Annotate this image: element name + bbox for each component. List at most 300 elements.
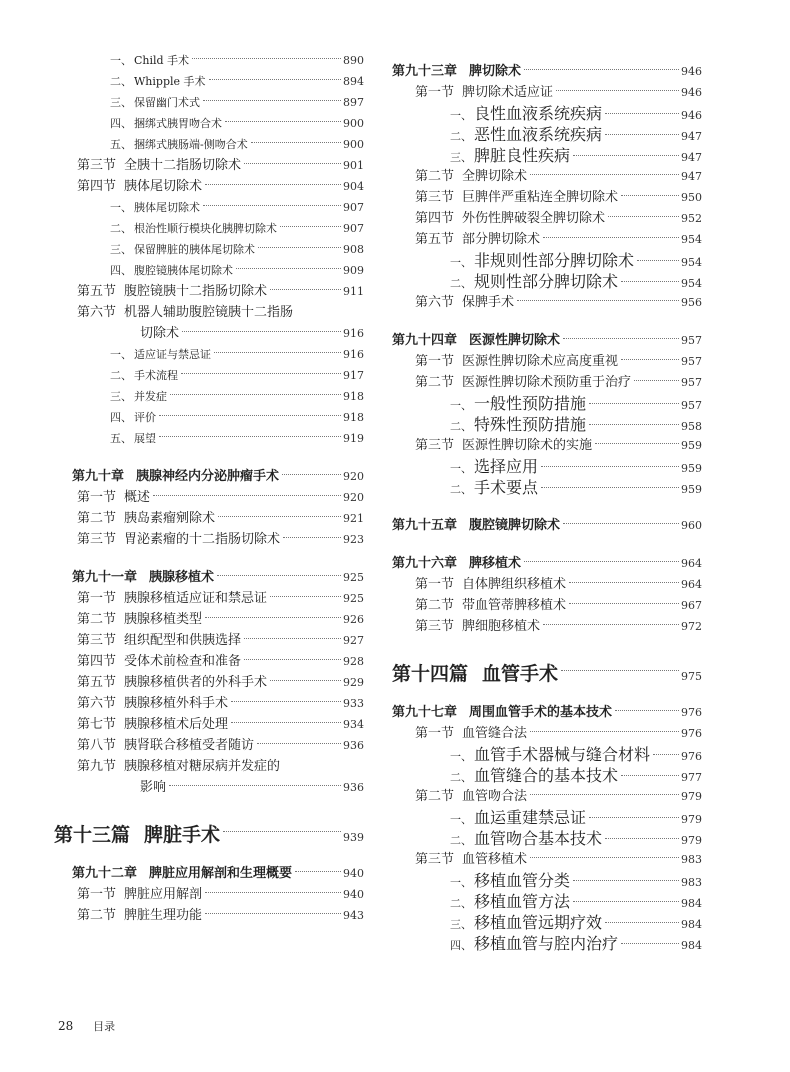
toc-entry-title: 周围血管手术的基本技术 — [469, 705, 613, 720]
toc-leader-dots — [621, 281, 679, 282]
toc-entry-cont[interactable] — [54, 777, 364, 798]
toc-entry-chap[interactable] — [54, 466, 364, 487]
toc-entry-sub[interactable] — [54, 365, 364, 386]
toc-leader-dots — [605, 922, 679, 923]
toc-entry-sub2[interactable] — [392, 933, 702, 954]
toc-entry-page: 900 — [343, 138, 364, 151]
toc-entry-sub2[interactable] — [392, 828, 702, 849]
toc-entry-sec[interactable] — [392, 786, 702, 807]
toc-entry-page: 939 — [343, 831, 364, 844]
toc-leader-dots — [524, 561, 679, 562]
toc-entry-sub[interactable] — [54, 92, 364, 113]
toc-leader-dots — [573, 901, 679, 902]
toc-entry-sec[interactable] — [392, 372, 702, 393]
spacer — [54, 798, 364, 804]
toc-entry-number: 第十四篇 — [392, 663, 469, 685]
toc-leader-dots — [524, 69, 679, 70]
toc-entry-title: 胰岛素瘤剜除术 — [124, 511, 216, 526]
toc-entry-sub2[interactable] — [392, 765, 702, 786]
toc-entry-title: 选择应用 — [474, 457, 539, 476]
toc-entry-title: 规则性部分脾切除术 — [474, 272, 619, 291]
toc-entry-chap[interactable] — [54, 567, 364, 588]
toc-entry-sub2[interactable] — [392, 477, 702, 498]
toc-entry-page: 956 — [681, 296, 702, 309]
toc-entry-title: 良性血液系统疾病 — [474, 104, 603, 123]
toc-entry-page: 967 — [681, 599, 702, 612]
toc-entry-sec[interactable] — [54, 176, 364, 197]
toc-entry-number: 一、 — [110, 348, 132, 361]
toc-entry-title: 胰腺移植术 — [149, 570, 215, 585]
toc-entry-sec[interactable] — [54, 651, 364, 672]
toc-entry-title: 切除术 — [140, 326, 180, 341]
toc-leader-dots — [589, 817, 679, 818]
toc-leader-dots — [589, 403, 679, 404]
toc-entry-page: 897 — [343, 96, 364, 109]
toc-entry-page: 900 — [343, 117, 364, 130]
toc-entry-sub2[interactable] — [392, 124, 702, 145]
toc-entry-number: 二、 — [450, 771, 472, 784]
toc-entry-number: 四、 — [450, 939, 472, 952]
toc-entry-number: 四、 — [110, 264, 132, 277]
toc-leader-dots — [283, 537, 341, 538]
toc-entry-sec[interactable] — [54, 302, 364, 323]
toc-entry-page: 979 — [681, 813, 702, 826]
toc-entry-number: 第九十三章 — [392, 64, 458, 79]
toc-leader-dots — [159, 415, 341, 416]
toc-entry-page: 926 — [343, 613, 364, 626]
toc-entry-number: 第十三篇 — [54, 824, 131, 846]
toc-entry-page: 917 — [343, 369, 364, 382]
toc-entry-sub2[interactable] — [392, 912, 702, 933]
toc-entry-sec[interactable] — [54, 155, 364, 176]
toc-entry-page: 940 — [343, 867, 364, 880]
toc-entry-title: 胰体尾切除术 — [134, 201, 200, 214]
toc-entry-title: 脾脏应用解剖和生理概要 — [149, 866, 293, 881]
toc-entry-number: 第三节 — [414, 619, 454, 634]
toc-entry-page: 923 — [343, 533, 364, 546]
toc-leader-dots — [573, 880, 679, 881]
toc-entry-title: 胰腺移植供者的外科手术 — [124, 675, 268, 690]
toc-entry-number: 四、 — [110, 117, 132, 130]
toc-leader-dots — [270, 596, 341, 597]
toc-leader-dots — [169, 785, 341, 786]
toc-entry-sec[interactable] — [392, 574, 702, 595]
toc-entry-sec[interactable] — [54, 714, 364, 735]
toc-entry-page: 936 — [343, 739, 364, 752]
toc-entry-page: 959 — [681, 462, 702, 475]
toc-entry-sec[interactable] — [392, 229, 702, 250]
toc-entry-number: 一、 — [450, 462, 472, 475]
toc-entry-title: 移植血管远期疗效 — [474, 913, 603, 932]
toc-entry-number: 一、 — [450, 876, 472, 889]
toc-entry-title: 自体脾组织移植术 — [462, 577, 567, 592]
toc-leader-dots — [634, 380, 679, 381]
toc-entry-sec[interactable] — [54, 487, 364, 508]
toc-entry-sec[interactable] — [54, 884, 364, 905]
toc-entry-title: 医源性脾切除术应高度重视 — [462, 354, 619, 369]
toc-entry-sec[interactable] — [54, 281, 364, 302]
toc-leader-dots — [270, 289, 341, 290]
spacer — [392, 637, 702, 643]
toc-entry-title: 适应证与禁忌证 — [134, 348, 211, 361]
toc-entry-number: 三、 — [450, 151, 472, 164]
toc-entry-sub[interactable] — [54, 407, 364, 428]
toc-leader-dots — [541, 487, 679, 488]
toc-entry-page: 890 — [343, 54, 364, 67]
toc-entry-page: 975 — [681, 670, 702, 683]
toc-entry-number: 第三节 — [414, 852, 454, 867]
toc-entry-sub[interactable] — [54, 50, 364, 71]
toc-entry-page: 911 — [343, 285, 364, 298]
toc-leader-dots — [589, 424, 679, 425]
toc-entry-title: 血管吻合法 — [462, 789, 528, 804]
toc-entry-number: 第三节 — [76, 532, 116, 547]
toc-entry-title: 脾脏应用解剖 — [124, 887, 203, 902]
toc-entry-page: 946 — [681, 86, 702, 99]
toc-entry-page: 954 — [681, 233, 702, 246]
toc-entry-sub2[interactable] — [392, 103, 702, 124]
toc-entry-sec[interactable] — [392, 351, 702, 372]
toc-entry-sec[interactable] — [392, 187, 702, 208]
toc-entry-number: 一、 — [450, 813, 472, 826]
toc-leader-dots — [295, 871, 341, 872]
toc-entry-number: 第九节 — [76, 759, 116, 774]
toc-leader-dots — [563, 523, 679, 524]
toc-entry-title: 血管吻合基本技术 — [474, 829, 603, 848]
spacer — [54, 550, 364, 556]
toc-leader-dots — [270, 680, 341, 681]
toc-leader-dots — [181, 373, 341, 374]
toc-entry-number: 第四节 — [76, 179, 116, 194]
toc-entry-title: Child 手术 — [134, 54, 190, 67]
spacer — [392, 313, 702, 319]
toc-leader-dots — [530, 794, 679, 795]
toc-entry-sub2[interactable] — [392, 414, 702, 435]
toc-entry-title: 保留脾脏的胰体尾切除术 — [134, 243, 255, 256]
toc-entry-sub2[interactable] — [392, 145, 702, 166]
toc-entry-title: 带血管蒂脾移植术 — [462, 598, 567, 613]
toc-entry-number: 二、 — [450, 420, 472, 433]
toc-entry-page: 976 — [681, 706, 702, 719]
toc-entry-sub[interactable] — [54, 71, 364, 92]
toc-entry-sub2[interactable] — [392, 807, 702, 828]
toc-entry-title: 腹腔镜脾切除术 — [469, 518, 561, 533]
toc-entry-sub2[interactable] — [392, 250, 702, 271]
toc-entry-number: 第一节 — [76, 591, 116, 606]
toc-leader-dots — [595, 443, 679, 444]
toc-entry-number: 一、 — [110, 54, 132, 67]
toc-entry-page: 907 — [343, 222, 364, 235]
toc-leader-dots — [231, 722, 341, 723]
toc-entry-number: 五、 — [110, 432, 132, 445]
toc-entry-chap[interactable] — [392, 61, 702, 82]
toc-entry-cont[interactable] — [54, 323, 364, 344]
toc-entry-page: 916 — [343, 327, 364, 340]
toc-entry-sec[interactable] — [392, 166, 702, 187]
toc-entry-sec[interactable] — [54, 735, 364, 756]
toc-leader-dots — [543, 237, 679, 238]
spacer — [54, 449, 364, 455]
toc-leader-dots — [615, 710, 679, 711]
toc-entry-sec[interactable] — [392, 595, 702, 616]
toc-entry-sec[interactable] — [392, 435, 702, 456]
toc-entry-sub[interactable] — [54, 239, 364, 260]
toc-leader-dots — [530, 174, 679, 175]
toc-entry-page: 950 — [681, 191, 702, 204]
toc-entry-sec[interactable] — [392, 208, 702, 229]
toc-entry-sub2[interactable] — [392, 271, 702, 292]
toc-entry-title: 手术流程 — [134, 369, 178, 382]
toc-entry-title: 并发症 — [134, 390, 167, 403]
toc-leader-dots — [192, 58, 341, 59]
toc-entry-sec[interactable] — [54, 609, 364, 630]
toc-leader-dots — [258, 247, 341, 248]
toc-entry-number: 四、 — [110, 411, 132, 424]
toc-entry-title: 脾脏生理功能 — [124, 908, 203, 923]
toc-entry-number: 二、 — [110, 222, 132, 235]
toc-leader-dots — [621, 359, 679, 360]
toc-entry-title: 一般性预防措施 — [474, 394, 587, 413]
toc-leader-dots — [231, 701, 341, 702]
toc-entry-number: 第六节 — [414, 295, 454, 310]
toc-entry-sec[interactable] — [54, 693, 364, 714]
page-footer — [58, 1018, 131, 1034]
toc-entry-page: 946 — [681, 65, 702, 78]
toc-entry-title: 部分脾切除术 — [462, 232, 541, 247]
toc-entry-number: 二、 — [450, 897, 472, 910]
toc-entry-page: 977 — [681, 771, 702, 784]
toc-entry-title: 医源性脾切除术预防重于治疗 — [462, 375, 632, 390]
toc-entry-number: 三、 — [110, 390, 132, 403]
toc-entry-number: 第二节 — [414, 789, 454, 804]
toc-entry-chap[interactable] — [392, 553, 702, 574]
toc-entry-sub2[interactable] — [392, 870, 702, 891]
toc-entry-number: 第一节 — [414, 354, 454, 369]
toc-leader-dots — [608, 216, 679, 217]
toc-entry-sub2[interactable] — [392, 744, 702, 765]
toc-entry-page: 934 — [343, 718, 364, 731]
toc-leader-dots — [541, 466, 679, 467]
toc-leader-dots — [203, 205, 341, 206]
toc-entry-title: 巨脾伴严重粘连全脾切除术 — [462, 190, 619, 205]
toc-leader-dots — [170, 394, 341, 395]
toc-entry-number: 二、 — [450, 483, 472, 496]
toc-entry-page: 983 — [681, 876, 702, 889]
toc-entry-sec[interactable] — [392, 616, 702, 637]
toc-entry-number: 五、 — [110, 138, 132, 151]
toc-entry-page: 936 — [343, 781, 364, 794]
toc-entry-page: 964 — [681, 557, 702, 570]
toc-entry-number: 第九十章 — [72, 469, 125, 484]
footer-label: 目录 — [93, 1020, 116, 1033]
toc-entry-title: 特殊性预防措施 — [474, 415, 587, 434]
toc-leader-dots — [530, 731, 679, 732]
toc-entry-number: 第九十五章 — [392, 518, 458, 533]
toc-entry-number: 第三节 — [414, 190, 454, 205]
toc-entry-title: 外伤性脾破裂全脾切除术 — [462, 211, 606, 226]
toc-entry-page: 983 — [681, 853, 702, 866]
toc-entry-page: 894 — [343, 75, 364, 88]
toc-entry-title: 机器人辅助腹腔镜胰十二指肠 — [124, 305, 294, 320]
toc-entry-page: 919 — [343, 432, 364, 445]
toc-entry-sub[interactable] — [54, 113, 364, 134]
toc-entry-sub[interactable] — [54, 428, 364, 449]
toc-entry-sec[interactable] — [392, 82, 702, 103]
toc-entry-title: 受体术前检查和准备 — [124, 654, 242, 669]
toc-entry-number: 第二节 — [76, 612, 116, 627]
toc-entry-chap[interactable] — [392, 702, 702, 723]
toc-leader-dots — [573, 155, 679, 156]
toc-entry-title: 脾切除术适应证 — [462, 85, 554, 100]
toc-entry-sub[interactable] — [54, 197, 364, 218]
toc-entry-chap[interactable] — [392, 330, 702, 351]
toc-entry-sec[interactable] — [54, 672, 364, 693]
toc-entry-title: 移植血管分类 — [474, 871, 571, 890]
toc-entry-sub[interactable] — [54, 260, 364, 281]
spacer — [392, 536, 702, 542]
toc-leader-dots — [569, 603, 679, 604]
toc-entry-sec[interactable] — [54, 588, 364, 609]
toc-leader-dots — [205, 913, 341, 914]
toc-entry-page: 957 — [681, 334, 702, 347]
toc-entry-number: 第一节 — [76, 490, 116, 505]
toc-entry-number: 第一节 — [76, 887, 116, 902]
toc-entry-number: 第二节 — [76, 511, 116, 526]
toc-entry-number: 第九十六章 — [392, 556, 458, 571]
toc-entry-title: 医源性脾切除术的实施 — [462, 438, 593, 453]
toc-entry-page: 920 — [343, 470, 364, 483]
toc-leader-dots — [282, 474, 341, 475]
toc-entry-page: 957 — [681, 355, 702, 368]
toc-entry-sub2[interactable] — [392, 456, 702, 477]
toc-entry-number: 第一节 — [414, 726, 454, 741]
toc-leader-dots — [217, 575, 341, 576]
toc-entry-number: 第九十四章 — [392, 333, 458, 348]
toc-entry-number: 第二节 — [76, 908, 116, 923]
toc-entry-number: 三、 — [450, 918, 472, 931]
toc-entry-number: 二、 — [450, 834, 472, 847]
toc-entry-title: Whipple 手术 — [134, 75, 206, 88]
toc-leader-dots — [205, 184, 341, 185]
toc-leader-dots — [182, 331, 341, 332]
toc-entry-sub[interactable] — [54, 344, 364, 365]
toc-leader-dots — [530, 857, 679, 858]
toc-entry-chap[interactable] — [54, 863, 364, 884]
toc-entry-sub[interactable] — [54, 218, 364, 239]
toc-entry-page: 928 — [343, 655, 364, 668]
toc-entry-title: 血管手术器械与缝合材料 — [474, 745, 651, 764]
toc-entry-sec[interactable] — [392, 292, 702, 313]
toc-entry-sec[interactable] — [54, 529, 364, 550]
toc-entry-page: 927 — [343, 634, 364, 647]
toc-entry-title: 胰体尾切除术 — [124, 179, 203, 194]
toc-entry-sec[interactable] — [54, 756, 364, 777]
toc-leader-dots — [637, 260, 679, 261]
toc-entry-title: 脾切除术 — [469, 64, 522, 79]
toc-entry-page: 918 — [343, 411, 364, 424]
toc-entry-title: 胰腺移植外科手术 — [124, 696, 229, 711]
toc-entry-title: 胰腺移植适应证和禁忌证 — [124, 591, 268, 606]
toc-entry-number: 二、 — [110, 369, 132, 382]
toc-leader-dots — [203, 100, 341, 101]
toc-leader-dots — [543, 624, 679, 625]
toc-entry-part[interactable] — [392, 657, 702, 691]
toc-entry-page: 901 — [343, 159, 364, 172]
toc-entry-sub2[interactable] — [392, 393, 702, 414]
toc-entry-sec[interactable] — [392, 723, 702, 744]
toc-leader-dots — [218, 516, 341, 517]
toc-entry-number: 第六节 — [76, 305, 116, 320]
toc-entry-title: 移植血管方法 — [474, 892, 571, 911]
toc-entry-sec[interactable] — [54, 630, 364, 651]
toc-entry-number: 一、 — [110, 201, 132, 214]
toc-entry-title: 捆绑式胰胃吻合术 — [134, 117, 222, 130]
toc-entry-page: 920 — [343, 491, 364, 504]
toc-entry-number: 第二节 — [414, 598, 454, 613]
toc-entry-page: 947 — [681, 170, 702, 183]
toc-entry-page: 972 — [681, 620, 702, 633]
toc-entry-page: 976 — [681, 727, 702, 740]
toc-entry-title: 恶性血液系统疾病 — [474, 125, 603, 144]
toc-entry-title: 血运重建禁忌证 — [474, 808, 587, 827]
toc-entry-title: 保留幽门术式 — [134, 96, 200, 109]
toc-entry-sec[interactable] — [54, 508, 364, 529]
toc-entry-page: 958 — [681, 420, 702, 433]
toc-entry-title: 脾脏良性疾病 — [474, 146, 571, 165]
toc-entry-sub[interactable] — [54, 134, 364, 155]
toc-entry-title: 移植血管与腔内治疗 — [474, 934, 619, 953]
toc-entry-sub2[interactable] — [392, 891, 702, 912]
toc-entry-part[interactable] — [54, 818, 364, 852]
toc-entry-number: 第九十一章 — [72, 570, 138, 585]
toc-entry-page: 909 — [343, 264, 364, 277]
toc-leader-dots — [244, 659, 341, 660]
toc-entry-page: 904 — [343, 180, 364, 193]
toc-entry-title: 捆绑式胰肠端-侧吻合术 — [134, 138, 248, 151]
toc-entry-chap[interactable] — [392, 515, 702, 536]
toc-leader-dots — [244, 638, 341, 639]
toc-entry-page: 957 — [681, 399, 702, 412]
toc-entry-number: 第五节 — [76, 284, 116, 299]
toc-entry-page: 916 — [343, 348, 364, 361]
toc-leader-dots — [621, 943, 679, 944]
toc-entry-title: 概述 — [124, 490, 151, 505]
toc-leader-dots — [223, 831, 341, 832]
toc-entry-title: 全胰十二指肠切除术 — [124, 158, 242, 173]
toc-entry-title: 胰腺神经内分泌肿瘤手术 — [136, 469, 280, 484]
toc-entry-title: 评价 — [134, 411, 156, 424]
toc-entry-number: 第三节 — [76, 158, 116, 173]
toc-leader-dots — [605, 838, 679, 839]
toc-entry-number: 第三节 — [414, 438, 454, 453]
toc-leader-dots — [153, 495, 341, 496]
toc-entry-sec[interactable] — [54, 905, 364, 926]
toc-leader-dots — [205, 617, 341, 618]
toc-entry-sub[interactable] — [54, 386, 364, 407]
toc-entry-page: 954 — [681, 256, 702, 269]
toc-entry-number: 第一节 — [414, 85, 454, 100]
toc-entry-title: 腹腔镜胰十二指肠切除术 — [124, 284, 268, 299]
toc-entry-page: 979 — [681, 834, 702, 847]
toc-entry-sec[interactable] — [392, 849, 702, 870]
toc-entry-number: 一、 — [450, 399, 472, 412]
toc-entry-page: 921 — [343, 512, 364, 525]
toc-entry-page: 940 — [343, 888, 364, 901]
toc-entry-page: 908 — [343, 243, 364, 256]
toc-entry-page: 959 — [681, 483, 702, 496]
toc-leader-dots — [251, 142, 341, 143]
toc-leader-dots — [517, 300, 679, 301]
